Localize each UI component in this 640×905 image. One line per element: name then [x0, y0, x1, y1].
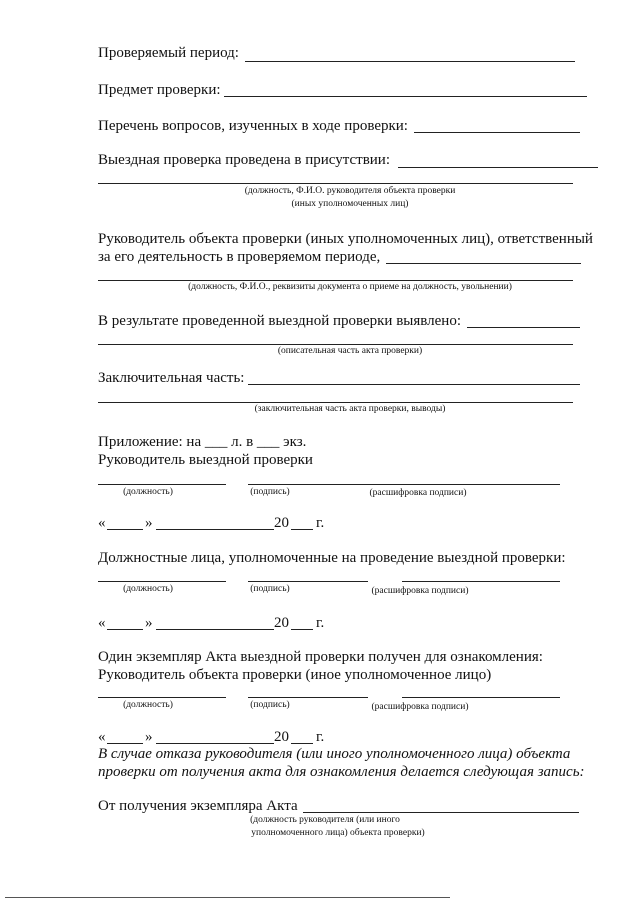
date2-year-prefix: 20 — [274, 615, 289, 631]
subject-label: Предмет проверки: — [98, 82, 221, 98]
date2-year-line[interactable] — [291, 629, 313, 630]
sig1-signature-line[interactable] — [248, 484, 366, 485]
date3-open-quote: « — [98, 729, 106, 745]
receipt-field-line[interactable] — [303, 812, 579, 813]
period-label: Проверяемый период: — [98, 45, 239, 61]
inspection-head-label: Руководитель выездной проверки — [98, 452, 313, 468]
date1-month-line[interactable] — [156, 529, 274, 530]
sig2-position-caption: (должность) — [123, 584, 173, 594]
sig1-position-caption: (должность) — [123, 487, 173, 497]
date3-suffix: г. — [316, 729, 325, 745]
result-caption: (описательная часть акта проверки) — [277, 346, 423, 356]
presence-label: Выездная проверка проведена в присутствии: — [98, 152, 391, 168]
sig2-signature-line[interactable] — [248, 581, 368, 582]
head-line-2: за его деятельность в проверяемом периоде, — [98, 249, 381, 265]
date2-close-quote: » — [145, 615, 153, 631]
head-field-line-2[interactable] — [98, 280, 573, 281]
date1-suffix: г. — [316, 515, 325, 531]
copy-line-2: Руководитель объекта проверки (иное уполномоченное лицо) — [98, 667, 492, 683]
date1-year-line[interactable] — [291, 529, 313, 530]
receipt-caption-2: уполномоченного лица) объекта проверки) — [251, 828, 425, 838]
copy-line-1: Один экземпляр Акта выездной проверки получен для ознакомления: — [98, 649, 543, 665]
sig3-position-line[interactable] — [98, 697, 226, 698]
refusal-line-1: В случае отказа руководителя (или иного уполномоченного лица) объекта — [98, 746, 571, 762]
receipt-caption-1: (должность руководителя (или иного — [250, 815, 400, 825]
conclusion-caption: (заключительная часть акта проверки, выводы) — [254, 404, 446, 414]
date1-year-prefix: 20 — [274, 515, 289, 531]
date1-open-quote: « — [98, 515, 106, 531]
conclusion-label: Заключительная часть: — [98, 370, 245, 386]
sig3-signature-line[interactable] — [248, 697, 368, 698]
sig2-signature-caption: (подпись) — [250, 584, 290, 594]
sig2-decode-caption: (расшифровка подписи) — [371, 586, 469, 596]
head-caption: (должность, Ф.И.О., реквизиты документа о приеме на должность, увольнении) — [188, 282, 512, 292]
presence-field-line-2[interactable] — [98, 183, 573, 184]
sig1-decode-line[interactable] — [360, 484, 560, 485]
questions-label: Перечень вопросов, изученных в ходе проверки: — [98, 118, 408, 134]
sig3-position-caption: (должность) — [123, 700, 173, 710]
conclusion-field-line[interactable] — [248, 384, 580, 385]
sig3-decode-caption: (расшифровка подписи) — [371, 702, 469, 712]
refusal-line-2: проверки от получения акта для ознакомления делается следующая запись: — [98, 764, 585, 780]
date3-year-prefix: 20 — [274, 729, 289, 745]
date2-open-quote: « — [98, 615, 106, 631]
date2-day-line[interactable] — [107, 629, 143, 630]
date3-close-quote: » — [145, 729, 153, 745]
result-field-line-2[interactable] — [98, 344, 573, 345]
sig1-position-line[interactable] — [98, 484, 226, 485]
presence-field-line[interactable] — [398, 167, 598, 168]
date3-year-line[interactable] — [291, 743, 313, 744]
head-line-1: Руководитель объекта проверки (иных уполномоченных лиц), ответственный — [98, 231, 593, 247]
sig1-decode-caption: (расшифровка подписи) — [369, 488, 467, 498]
date3-day-line[interactable] — [107, 743, 143, 744]
presence-caption-1: (должность, Ф.И.О. руководителя объекта проверки — [244, 186, 456, 196]
sig1-signature-caption: (подпись) — [250, 487, 290, 497]
subject-field-line[interactable] — [224, 96, 587, 97]
sig3-signature-caption: (подпись) — [250, 700, 290, 710]
sig2-position-line[interactable] — [98, 581, 226, 582]
result-field-line[interactable] — [467, 327, 580, 328]
questions-field-line[interactable] — [414, 132, 580, 133]
date1-close-quote: » — [145, 515, 153, 531]
period-field-line[interactable] — [245, 61, 575, 62]
receipt-label: От получения экземпляра Акта — [98, 798, 298, 814]
date3-month-line[interactable] — [156, 743, 274, 744]
appendix-line: Приложение: на ___ л. в ___ экз. — [98, 434, 307, 450]
result-label: В результате проведенной выездной проверки выявлено: — [98, 313, 461, 329]
date1-day-line[interactable] — [107, 529, 143, 530]
page-bottom-rule — [5, 897, 450, 898]
date2-month-line[interactable] — [156, 629, 274, 630]
sig3-decode-line[interactable] — [402, 697, 560, 698]
head-field-line[interactable] — [386, 263, 581, 264]
officials-label: Должностные лица, уполномоченные на проведение выездной проверки: — [98, 550, 566, 566]
sig2-decode-line[interactable] — [402, 581, 560, 582]
conclusion-field-line-2[interactable] — [98, 402, 573, 403]
date2-suffix: г. — [316, 615, 325, 631]
presence-caption-2: (иных уполномоченных лиц) — [291, 199, 409, 209]
